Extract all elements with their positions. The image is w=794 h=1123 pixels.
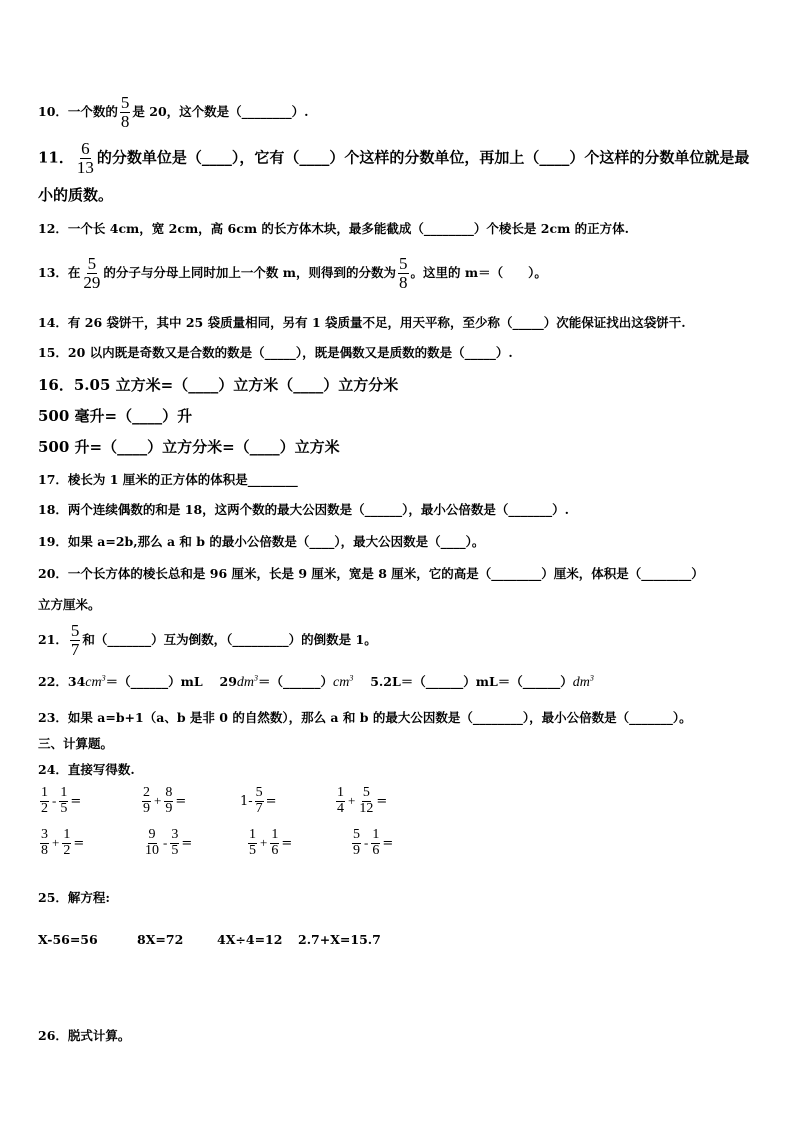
- question-10: 10．一个数的 $\frac{5}{8}$ 是 20，这个数是（________）.: [38, 93, 309, 131]
- question-21: 21． $\frac{5}{7}$ 和（_______）互为倒数，（_________）的倒数是 1。: [38, 621, 377, 659]
- unit-dm3: $dm^3$: [572, 673, 594, 690]
- unit-dm3: $dm^3$: [236, 673, 259, 690]
- fraction: $\frac{5}{29}$: [83, 254, 101, 292]
- question-17: 17．棱长为 1 厘米的正方体的体积是________: [38, 472, 298, 487]
- question-11-cont: 小的质数。: [38, 186, 114, 204]
- fraction: $\frac{6}{13}$: [76, 139, 94, 177]
- calc-item: $\frac{1}{4}$ + $\frac{5}{12}$ =: [337, 785, 388, 816]
- fraction: $\frac{5}{8}$: [399, 254, 408, 292]
- question-23: 23．如果 a=b+1（a、b 是非 0 的自然数），那么 a 和 b 的最大公因数是（________），最小公倍数是（_______）。: [38, 710, 692, 725]
- section-heading: 三、计算题。: [38, 736, 114, 751]
- unit-cm3: $cm^3$: [85, 673, 106, 690]
- question-16-line-3: 500 升=（____）立方分米=（____）立方米: [38, 438, 340, 456]
- unit-cm3: $cm^3$: [333, 673, 354, 690]
- question-14: 14．有 26 袋饼干，其中 25 袋质量相同，另有 1 袋质量不足，用天平称，至少称（_____）次能保证找出这袋饼干.: [38, 315, 686, 330]
- question-11: 11． $\frac{6}{13}$ 的分数单位是（____），它有（____）个这样的分数单位，再加上（____）个这样的分数单位就是最: [38, 139, 750, 177]
- question-20-line-2: 立方厘米。: [38, 597, 101, 612]
- question-13: 13．在 $\frac{5}{29}$ 的分子与分母上同时加上一个数 m，则得到的分数为 $\frac{5}{8}$ 。这里的 m＝（ ）。: [38, 254, 547, 292]
- question-16-line-2: 500 毫升=（____）升: [38, 407, 193, 425]
- equation: 4X÷4=12: [217, 932, 283, 947]
- fraction: $\frac{5}{8}$: [120, 93, 130, 131]
- equation: 8X=72: [137, 932, 184, 947]
- calc-item: $\frac{3}{8}$ + $\frac{1}{2}$ =: [41, 827, 85, 858]
- fraction: $\frac{5}{7}$: [70, 621, 80, 659]
- calc-item: $\frac{2}{9}$ + $\frac{8}{9}$ =: [143, 785, 187, 816]
- question-20-line-1: 20．一个长方体的棱长总和是 96 厘米，长是 9 厘米，宽是 8 厘米，它的高是（________）厘米，体积是（________）: [38, 566, 704, 581]
- calc-item: 1- $\frac{5}{7}$ =: [240, 785, 277, 816]
- equation: X-56=56: [38, 932, 98, 947]
- question-16-line-1: 16．5.05 立方米=（____）立方米（____）立方分米: [38, 376, 399, 394]
- calc-item: $\frac{5}{9}$ - $\frac{1}{6}$ =: [353, 827, 394, 858]
- question-24-title: 24．直接写得数.: [38, 762, 135, 777]
- question-18: 18．两个连续偶数的和是 18，这两个数的最大公因数是（______），最小公倍数是（_______）.: [38, 502, 569, 517]
- question-19: 19．如果 a=2b,那么 a 和 b 的最小公倍数是（____），最大公因数是（____）。: [38, 534, 485, 549]
- question-22: 22．$34cm^3=(\_\_\_\_\_\_)mL$ $29dm^3=(\_\_\_\_\_\_)cm^3$ $5.2L=(\_\_\_\_\_\_)mL=(\_\_\_\_\_\_)dm^3$: [38, 673, 594, 690]
- equation: 2.7+X=15.7: [298, 932, 381, 947]
- calc-item: $\frac{9}{10}$ - $\frac{3}{5}$ =: [145, 827, 193, 858]
- question-26: 26．脱式计算。: [38, 1028, 131, 1043]
- question-15: 15．20 以内既是奇数又是合数的数是（_____），既是偶数又是质数的数是（_____）.: [38, 345, 513, 360]
- calc-item: $\frac{1}{5}$ + $\frac{1}{6}$ =: [249, 827, 293, 858]
- calc-item: $\frac{1}{2}$ - $\frac{1}{5}$ =: [41, 785, 82, 816]
- question-25-title: 25．解方程:: [38, 890, 111, 905]
- question-12: 12．一个长 4cm，宽 2cm，高 6cm 的长方体木块，最多能截成（________）个棱长是 2cm 的正方体.: [38, 221, 629, 236]
